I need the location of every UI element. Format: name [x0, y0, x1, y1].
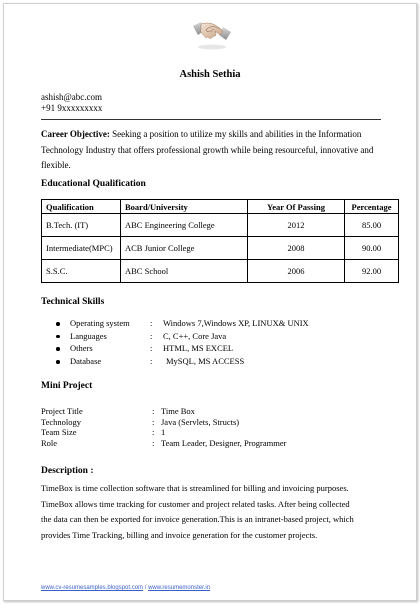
- resume-page: [3, 3, 417, 601]
- project-colon: :: [152, 427, 155, 438]
- table-cell: B.Tech. (IT): [42, 214, 121, 237]
- skill-value: MySQL, MS ACCESS: [166, 356, 245, 367]
- mini-project-heading: Mini Project: [41, 381, 93, 391]
- bullet-icon: [56, 360, 60, 364]
- column-header: Board/University: [121, 200, 248, 214]
- description-line: TimeBox is time collection software that is streamlined for billing and invoicing purposes.: [41, 483, 349, 493]
- table-cell: ABC School: [121, 260, 248, 283]
- project-value: Team Leader, Designer, Programmer: [161, 438, 287, 449]
- project-colon: :: [152, 406, 155, 416]
- table-cell: ACB Junior College: [121, 237, 248, 260]
- project-value: Time Box: [161, 406, 195, 416]
- table-row: [42, 237, 399, 260]
- technical-skills-heading: Technical Skills: [41, 297, 105, 307]
- email-text: ashish@abc.com: [41, 92, 103, 102]
- phone-text: +91 9xxxxxxxxx: [41, 103, 103, 113]
- candidate-name: Ashish Sethia: [179, 69, 241, 80]
- project-label: Role: [41, 438, 58, 449]
- skill-label: Database: [70, 356, 102, 367]
- list-item: [56, 356, 386, 369]
- project-value: Java (Servlets, Structs): [161, 416, 240, 427]
- footer-links: [41, 585, 210, 591]
- skill-label: Languages: [70, 330, 107, 341]
- project-label: Project Title: [41, 406, 83, 416]
- skill-value: Windows 7,Windows XP, LINUX& UNIX: [163, 318, 309, 328]
- skill-value: C, C++, Core Java: [163, 330, 227, 341]
- project-details: [41, 406, 371, 449]
- table-cell: 92.00: [345, 260, 399, 283]
- skill-value: HTML, MS EXCEL: [163, 343, 234, 354]
- table-cell: Intermediate(MPC): [42, 237, 121, 260]
- list-item: [56, 318, 386, 331]
- list-item: [56, 331, 386, 344]
- description-heading: Description :: [41, 466, 94, 476]
- description-line: the data can then be exported for invoice generation.This is an intranet-based project, which: [41, 514, 354, 524]
- bullet-icon: [56, 335, 60, 339]
- skill-colon: :: [150, 356, 153, 367]
- divider: [41, 119, 381, 120]
- table-cell: 2008: [248, 237, 345, 260]
- skill-colon: :: [150, 343, 153, 354]
- table-header-row: [42, 200, 399, 214]
- project-label: Team Size: [41, 427, 77, 438]
- description-line: provides Time Tracking, billing and invoice generation for the customer projects.: [41, 529, 318, 540]
- project-label: Technology: [41, 416, 82, 427]
- description-text: [41, 481, 391, 543]
- table-row: [42, 214, 399, 237]
- skill-colon: :: [150, 318, 153, 328]
- project-value: 1: [161, 427, 166, 438]
- project-colon: :: [152, 416, 155, 427]
- footer-link-cv-resumesamples[interactable]: www.cv-resumesamples.blogspot.com: [41, 585, 144, 591]
- list-item: [41, 406, 371, 417]
- education-heading: Educational Qualification: [41, 179, 146, 189]
- bullet-icon: [56, 322, 60, 326]
- table-row: [42, 260, 399, 283]
- description-line: TimeBox allows time tracking for customer and project related tasks. After being collected: [41, 498, 350, 509]
- career-objective-text: Seeking a position to utilize my skills and abilities in the Information Technology Industry that offers professional growth while being resourceful, innovative and flexible.: [41, 129, 374, 170]
- handshake-icon: [192, 17, 232, 51]
- career-objective: [41, 127, 384, 174]
- qualification-table: [41, 199, 399, 283]
- table-cell: 90.00: [345, 237, 399, 260]
- list-item: [56, 343, 386, 356]
- footer-separator: /: [143, 585, 149, 591]
- column-header: Percentage: [345, 200, 399, 214]
- career-objective-label: Career Objective:: [41, 129, 110, 139]
- table-cell: 2006: [248, 260, 345, 283]
- table-cell: S.S.C.: [42, 260, 121, 283]
- footer-link-resumemonster[interactable]: www.resumemonster.in: [148, 585, 211, 591]
- skill-label: Operating system: [70, 318, 130, 328]
- bullet-icon: [56, 347, 60, 351]
- table-cell: 2012: [248, 214, 345, 237]
- skills-list: [56, 318, 386, 369]
- list-item: [41, 417, 371, 428]
- project-colon: :: [152, 438, 155, 449]
- table-cell: 85.00: [345, 214, 399, 237]
- skill-label: Others: [70, 343, 93, 354]
- column-header: Qualification: [42, 200, 121, 214]
- table-cell: ABC Engineering College: [121, 214, 248, 237]
- column-header: Year Of Passing: [248, 200, 345, 214]
- list-item: [41, 438, 371, 449]
- list-item: [41, 427, 371, 438]
- skill-colon: :: [150, 330, 153, 341]
